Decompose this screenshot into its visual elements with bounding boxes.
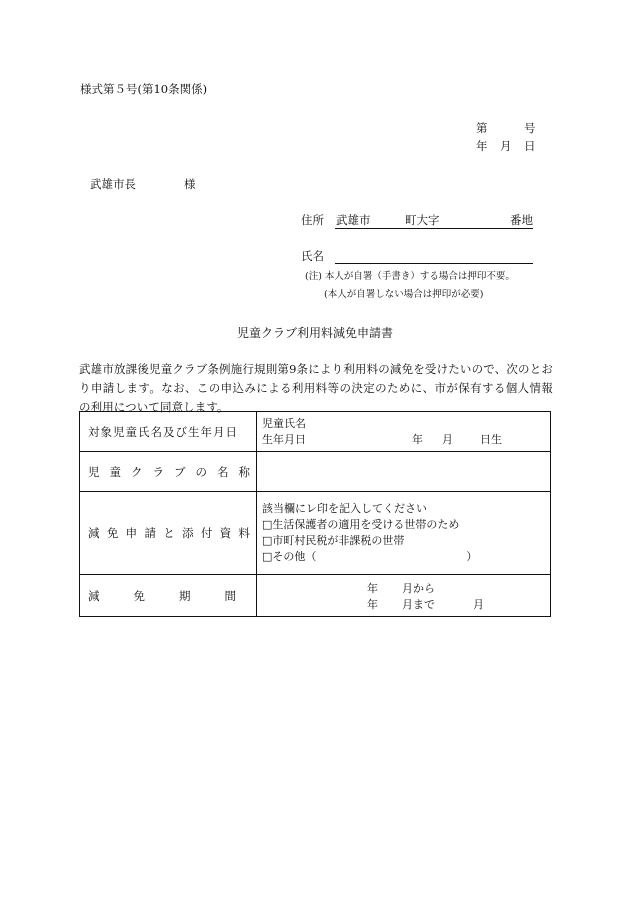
label-char: の <box>195 464 207 479</box>
child-name-label: 児童氏名 <box>262 416 306 430</box>
label-char: ラ <box>152 464 164 479</box>
address-number: 番地 <box>510 213 533 227</box>
label-char: 間 <box>224 588 236 603</box>
address-city: 武雄市 <box>336 213 371 227</box>
signature-note-2: (本人が自署しない場合は押印が必要) <box>324 289 484 300</box>
exemption-reason-field <box>257 492 551 575</box>
birth-date-label: 生年月日 <box>262 432 306 446</box>
checkbox-other[interactable] <box>262 549 550 565</box>
label-char: 減 <box>88 526 100 540</box>
label-char: 資 <box>219 526 232 540</box>
table-row-club-name <box>80 452 551 492</box>
checkbox-other-label: □その他（ <box>262 550 317 563</box>
document-number-suffix: 号 <box>524 121 536 135</box>
document-title: 児童クラブ利用料減免申請書 <box>236 326 393 340</box>
period-until-year: 年 <box>367 598 378 611</box>
label-char: 児 <box>88 464 100 479</box>
addressee-name: 武雄市長 <box>90 177 136 191</box>
exemption-period-field[interactable] <box>257 575 551 617</box>
child-info-label <box>80 412 257 452</box>
birth-date-line <box>262 432 550 448</box>
date-month-label: 月 <box>500 139 512 153</box>
birth-year-label: 年 <box>412 432 423 446</box>
form-number: 様式第５号(第10条関係) <box>80 82 208 96</box>
exemption-reason-label <box>80 492 257 575</box>
label-char: 請 <box>144 526 156 540</box>
label-char: 付 <box>200 526 213 540</box>
label-char: 申 <box>125 526 138 540</box>
birth-month-label: 月 <box>442 432 453 446</box>
label-char: と <box>163 526 175 540</box>
signature-note-1: (注) 本人が自署（手書き）する場合は押印不要。 <box>305 271 515 282</box>
other-close-paren: ） <box>466 550 478 563</box>
checkbox-welfare[interactable]: □生活保護者の適用を受ける世帯のため <box>262 518 460 531</box>
table-row-child-info <box>80 412 551 452</box>
application-table <box>79 411 551 617</box>
period-until-month: 月まで <box>402 598 435 611</box>
period-from-year: 年 <box>367 582 378 595</box>
addressee-honorific: 様 <box>184 177 196 191</box>
address-label: 住所 <box>301 213 324 227</box>
label-char: ブ <box>174 464 186 479</box>
label-char: 称 <box>238 464 250 479</box>
club-name-label <box>80 452 257 492</box>
label-char: 名 <box>217 464 229 479</box>
child-info-label-text: 対象児童氏名及び生年月日 <box>88 424 238 439</box>
date-year-label: 年 <box>476 139 488 153</box>
label-char: 添 <box>182 526 194 540</box>
table-row-exemption-reason <box>80 492 551 575</box>
date-day-label: 日 <box>524 139 536 153</box>
checkbox-instruction: 該当欄にレ印を記入してください <box>262 502 427 515</box>
birth-day-label: 日生 <box>480 432 502 446</box>
address-town: 町大字 <box>405 213 440 227</box>
child-info-field[interactable] <box>257 412 551 452</box>
name-field[interactable] <box>335 248 533 264</box>
label-char: 免 <box>106 526 119 540</box>
period-total-months: 月 <box>473 598 484 611</box>
label-char: 童 <box>109 464 121 479</box>
checkbox-tax-exempt[interactable]: □市町村民税が非課税の世帯 <box>262 534 405 547</box>
label-char: 料 <box>238 526 250 540</box>
period-from-month: 月から <box>402 582 435 595</box>
label-char: 免 <box>133 588 145 603</box>
body-text: 武雄市放課後児童クラブ条例施行規則第9条により利用料の減免を受けたいので、次のとおり申請します。なお、この申込みによる利用料等の決定のために、市が保有する個人情報の利用について同意します。 <box>79 362 553 414</box>
document-number-label: 第 <box>476 121 488 135</box>
label-char: 減 <box>88 588 100 603</box>
name-label: 氏名 <box>301 249 324 263</box>
club-name-field[interactable] <box>257 452 551 492</box>
label-char: ク <box>131 464 143 479</box>
exemption-period-label <box>80 575 257 617</box>
label-char: 期 <box>179 588 191 603</box>
table-row-exemption-period <box>80 575 551 617</box>
